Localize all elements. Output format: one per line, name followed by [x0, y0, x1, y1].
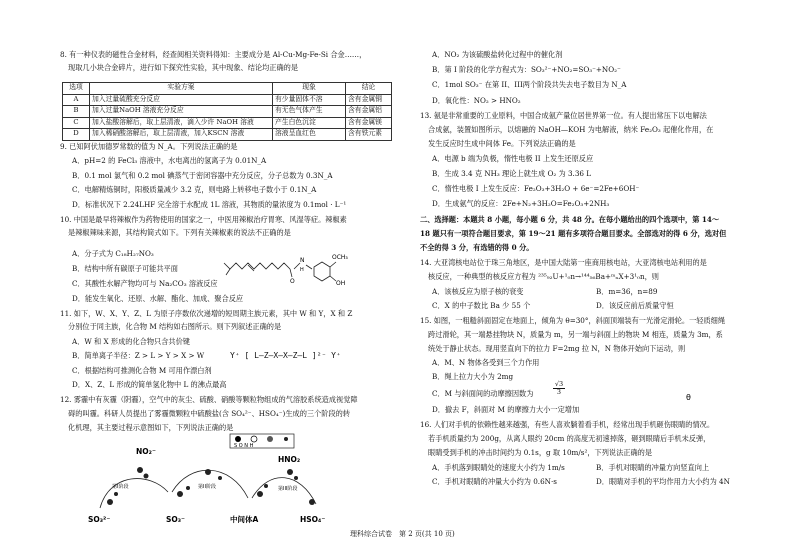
cell: 含有铁元素 — [346, 129, 392, 141]
q13-option-a: A．电源 b 端为负极，惰性电极 II 上发生还原反应 — [432, 154, 594, 163]
fraction-denominator: 3 — [556, 388, 562, 397]
cell: 加入过量硫酸充分反应 — [90, 94, 273, 106]
legend-labels: S O N H — [234, 443, 254, 449]
q14-option-a: A．该核反应为原子核的衰变 — [432, 287, 524, 296]
q12-option-b: B．第 I 阶段的化学方程式为：SO₃²⁻+NO₂=SO₃⁻+NO₂⁻ — [432, 65, 621, 74]
methoxy-label: OCH₃ — [332, 254, 348, 261]
q12-option-a: A．NO₂ 为该硫酸盐转化过程中的催化剂 — [432, 50, 563, 59]
page-footer: 理科综合试卷 第 2 页(共 10 页) — [350, 530, 455, 538]
q9-option-b: B．0.1 mol 氯气和 0.2 mol 碘蒸气于密闭容器中充分反应，分子总数为 0.3N_A — [72, 171, 333, 180]
q8-stem-1: 8. 有一种仪表的磁性合金材料，经查阅相关资料得知：主要成分是 Al-Cu-Mg-Fe-Si 合金……， — [60, 50, 367, 59]
q8-table — [62, 82, 392, 141]
q16-option-a: A．手机落到眼睛处的速度大小约为 1m/s — [432, 463, 565, 472]
cell: B — [63, 106, 90, 118]
q14-stem-1: 14. 大亚湾核电站位于珠三角地区，是中国大陆第一座商用核电站，大亚湾核电站利用的是 — [420, 258, 707, 267]
q15-option-c-fraction — [553, 381, 565, 397]
q15-option-a: A．M、N 物体各受到三个力作用 — [432, 358, 540, 367]
q13-option-b: B．生成 3.4 克 NH₃ 理论上就生成 O₂ 为 3.36 L — [432, 169, 592, 178]
q11-option-d: D．X、Z、L 形成的简单氢化物中 L 的沸点最高 — [72, 380, 227, 389]
cell: 有少量固体不溶 — [273, 94, 346, 106]
capsaicin-structure — [222, 241, 362, 287]
compound-m-formula: Y⁺ [ L—Z—X—X—Z—L ]²⁻ Y⁺ — [230, 351, 341, 360]
label-so3-minus: SO₃⁻ — [166, 515, 186, 524]
cell: C — [63, 117, 90, 129]
fraction-numerator: √3 — [554, 380, 564, 388]
cell: 产生白色沉淀 — [273, 117, 346, 129]
q12-option-d: D．氧化性：NO₂ > HNO₂ — [432, 96, 521, 105]
q16-stem-1: 16. 人们对手机的依赖性越来越强，有些人喜欢躺着看手机，经常出现手机砸伤眼睛的情况。 — [420, 420, 715, 429]
q11-option-a: A．W 和 X 形成的化合物只含共价键 — [72, 337, 190, 346]
q16-option-d: D．眼睛对手机的平均作用力大小约为 4N — [596, 477, 730, 486]
stage-2-label: 第II阶段 — [198, 484, 216, 490]
cell: 含有金属铜 — [346, 94, 392, 106]
q12-stem-2: 碍的叫霾。科研人员提出了雾霾微颗粒中硫酸盐(含 SO₄²⁻、HSO₄⁻)生成的三个阶段的转 — [68, 409, 351, 418]
q12-stem-1: 12. 雾霾中有灰霾（阴霾），空气中的灰尘、硫酸、硝酸等颗粒物组成的气溶胶系统造成视觉障 — [60, 395, 358, 404]
q10-option-a: A．分子式为 C₁₈H₂₇NO₃ — [72, 249, 154, 258]
col-phenomenon: 现象 — [273, 83, 346, 95]
cell: A — [63, 94, 90, 106]
cell: 加入过量NaOH 溶液充分反应 — [90, 106, 273, 118]
q15-stem-2: 跨过滑轮，其一端悬挂物块 N，质量为 m，另一端与斜面上的物块 M 相连，质量为 3m，系 — [428, 330, 723, 339]
q13-option-d: D．生成氨气的反应：2Fe+N₂+3H₂O=Fe₂O₃+2NH₃ — [432, 199, 610, 208]
q11-stem-1: 11. 如下，W、X、Y、Z、L 为原子序数依次递增的短周期主族元素，其中 W 和 Y，X 和 Z — [60, 309, 353, 318]
q16-stem-2: 若手机质量约为 200g，从离人眼约 20cm 的高度无初速掉落，砸到眼睛后手机未反弹， — [428, 434, 711, 443]
section-2-line-3: 不全的得 3 分，有选错的得 0 分。 — [420, 243, 534, 252]
q14-option-d: D．该反应前后质量守恒 — [596, 301, 674, 310]
table-row — [63, 94, 392, 106]
q11-option-c: C．根据结构可推测化合物 M 可用作漂白剂 — [72, 366, 212, 375]
cell: 含有金属镁 — [346, 117, 392, 129]
col-plan: 实验方案 — [90, 83, 273, 95]
q9-stem: 9. 已知阿伏加德罗常数的值为 N_A。下列说法正确的是 — [60, 142, 238, 151]
col-conclusion: 结论 — [346, 83, 392, 95]
section-2-line-1: 二、选择题：本题共 8 小题，每小题 6 分，共 48 分。在每小题给出的四个选项中，第 14～ — [420, 215, 720, 224]
table-header-row — [63, 83, 392, 95]
table-row — [63, 117, 392, 129]
sulfate-mechanism-diagram — [80, 432, 340, 526]
cell: 加入稀硝酸溶解后，取上层清液，加入KSCN 溶液 — [90, 129, 273, 141]
q9-option-d: D．标准状况下 2.24LHF 完全溶于水配成 1L 溶液，其物质的量浓度为 0.1mol · L⁻¹ — [72, 200, 347, 209]
cell: 溶液呈血红色 — [273, 129, 346, 141]
q16-option-c: C．手机对眼睛的冲量大小约为 0.6N·s — [432, 477, 557, 486]
q10-option-d: D．能发生氧化、还原、水解、酯化、加成、聚合反应 — [72, 294, 244, 303]
q12-option-c: C．1mol SO₃⁻ 在第 II、III两个阶段共失去电子数目为 N_A — [432, 80, 627, 89]
cell: 有无色气体产生 — [273, 106, 346, 118]
amide-n: N — [300, 257, 305, 264]
amide-h: H — [300, 267, 304, 273]
label-intermediate-a: 中间体A — [230, 515, 259, 524]
theta-label: θ — [686, 393, 691, 402]
label-no2-minus: NO₂⁻ — [136, 447, 156, 456]
q10-stem-1: 10. 中国是最早将辣椒作为药物使用的国家之一，中医用辣椒治疗胃寒、风湿等症。辣椒素 — [60, 215, 347, 224]
q11-option-b: B．简单离子半径：Z > L > Y > X > W — [72, 351, 205, 360]
incline-diagram — [624, 354, 734, 408]
cell: 加入盐酸溶解后，取上层清液，滴入少许 NaOH 溶液 — [90, 117, 273, 129]
q16-option-b: B．手机对眼睛的冲量方向竖直向上 — [596, 463, 710, 472]
q15-option-b: B．绳上拉力大小为 2mg — [432, 372, 514, 381]
q14-stem-2: 核反应，一种典型的核反应方程为 ²³⁵₉₂U+¹₀n→¹⁴⁴₅₆Ba+ᵐₙX+3¹₀n，则 — [428, 272, 659, 281]
q10-stem-2: 是辣椒辣味来源，其结构简式如下。下列有关辣椒素的说法不正确的是 — [68, 228, 291, 237]
cell: 含有金属铝 — [346, 106, 392, 118]
q15-option-c: C．M 与斜面间的动摩擦因数为 — [432, 389, 534, 398]
section-2-line-2: 18 题只有一项符合题目要求，第 19～21 题有多项符合题目要求。全部选对的得 6 分，选对但 — [420, 229, 727, 238]
q13-stem-1: 13. 氨是非常重要的工业原料，中国合成氨产量位居世界第一位。有人提出常压下以电解法 — [420, 111, 707, 120]
carbonyl-o: O — [290, 278, 295, 285]
q10-option-b: B．结构中所有碳原子可能共平面 — [72, 264, 178, 273]
q16-stem-3: 眼睛受到手机的冲击时间约为 0.1s，g 取 10m/s²，下列说法正确的是 — [428, 448, 653, 457]
label-so3-2minus: SO₃²⁻ — [88, 515, 111, 524]
q14-option-b: B．m=36，n=89 — [596, 287, 658, 296]
label-hso4-minus: HSO₄⁻ — [300, 515, 326, 524]
q12-stem-3: 化机理，其主要过程示意图如下，下列说法正确的是 — [68, 423, 234, 432]
q15-option-d: D．撤去 F，斜面对 M 的摩擦力大小一定增加 — [432, 405, 580, 414]
stage-3-label: 第III阶段 — [278, 486, 298, 492]
q13-stem-3: 发生反应时生成中间体 Fe。下列说法正确的是 — [428, 139, 576, 148]
q15-stem-1: 15. 如图，一粗糙斜面固定在地面上，倾角为 θ=30°，斜面顶端装有一光滑定滑轮。一轻质细绳 — [420, 316, 726, 325]
stage-1-label: 第I阶段 — [112, 484, 129, 490]
q13-stem-2: 合成氨，装置如图所示，以熔融的 NaOH—KOH 为电解液，纳米 Fe₂O₃ 起催化作用，在 — [428, 125, 714, 134]
q13-option-c: C．惰性电极 I 上发生反应：Fe₂O₃+3H₂O + 6e⁻=2Fe+6OH⁻ — [432, 184, 640, 193]
cell: D — [63, 129, 90, 141]
hydroxy-label: OH — [336, 280, 346, 287]
col-option: 选项 — [63, 83, 90, 95]
q10-option-c: C．其酸性水解产物均可与 Na₂CO₃ 溶液反应 — [72, 279, 218, 288]
label-hno2: HNO₂ — [278, 455, 301, 464]
q8-stem-2: 现取几小块合金碎片，进行如下探究性实验，其中现象、结论均正确的是 — [68, 63, 299, 72]
table-row — [63, 106, 392, 118]
q14-option-c: C．X 的中子数比 Ba 少 55 个 — [432, 301, 531, 310]
q9-option-c: C．电解精炼铜时，阳极质量减少 3.2 克，则电路上转移电子数小于 0.1N_A — [72, 185, 317, 194]
q15-stem-3: 统处于静止状态。现用竖直向下的拉力 F=2mg 拉 N，N 物体开始向下运动，则 — [428, 344, 686, 353]
table-row — [63, 129, 392, 141]
q11-stem-2: 分别位于同主族，化合物 M 结构如右图所示。则下列叙述正确的是 — [68, 322, 282, 331]
q9-option-a: A．pH=2 的 FeCl₃ 溶液中，水电离出的氢离子为 0.01N_A — [72, 156, 267, 165]
